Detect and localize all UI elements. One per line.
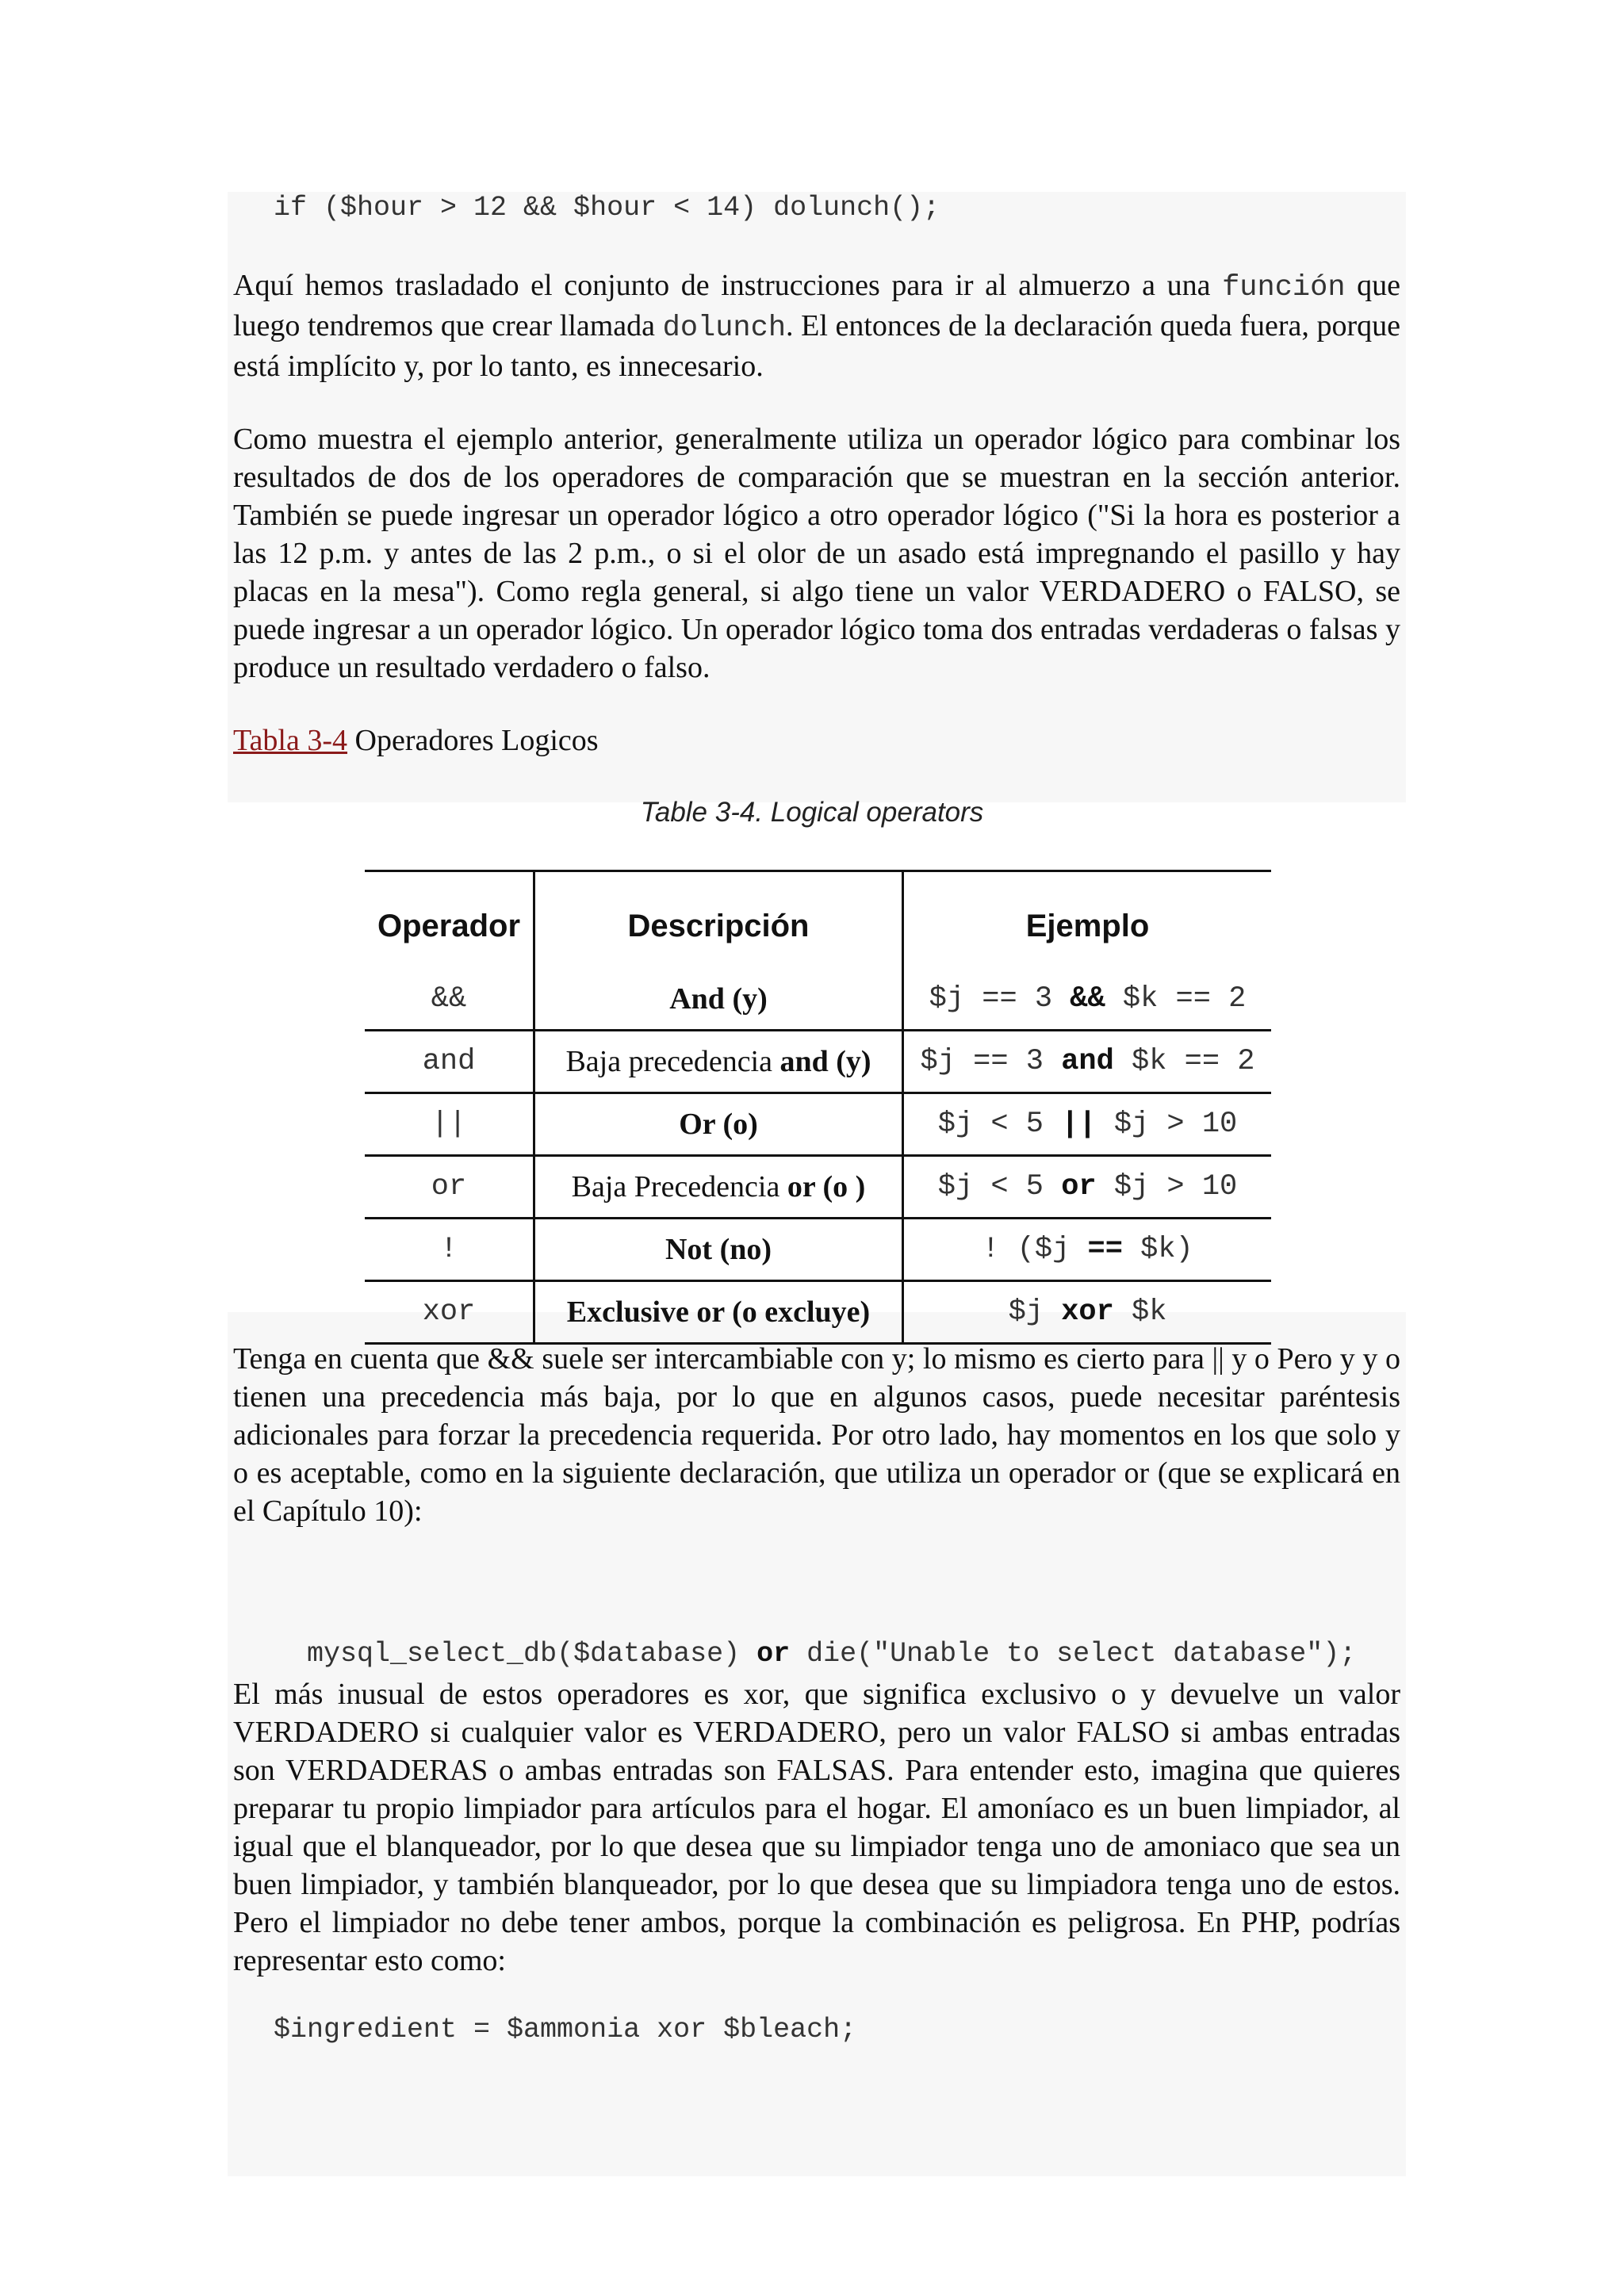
description-plain: Baja precedencia: [565, 1045, 780, 1078]
example-operator: &&: [1070, 982, 1105, 1016]
example-right: $k == 2: [1113, 1045, 1255, 1078]
table-row: [365, 1156, 1271, 1219]
table-row: [365, 1093, 1271, 1156]
example-operator: and: [1061, 1045, 1114, 1078]
paragraph-xor-explanation: El más inusual de estos operadores es xor, que significa exclusivo o y devuelve un valor VERDADERO si cualquier valor es VERDADERO, pero un valor FALSO si ambas entradas son VERDADERAS o ambas entradas son FALSAS. Para entender esto, imagina que quieres preparar tu propio limpiador para artículos para el hogar. El amoníaco es un buen limpiador, al igual que el blanqueador, por lo que desea que su limpiador tenga uno de amoniaco que sea un buen limpiador, y también blanqueador, por lo que desea que su limpiadora tenga uno de estos. Pero el limpiador no debe tener ambos, porque la combinación es peligrosa. En PHP, podrías representar esto como:: [233, 1678, 1400, 1977]
description-bold: Exclusive or (o excluye): [566, 1295, 871, 1329]
example-right: $k): [1122, 1233, 1193, 1266]
para1-code-dolunch: dolunch: [662, 312, 787, 345]
header-ejemplo: Ejemplo: [1025, 908, 1150, 943]
description-cell: [534, 1156, 903, 1219]
example-cell: [903, 1031, 1272, 1093]
table-caption: Table 3-4. Logical operators: [640, 797, 984, 828]
paragraph-logical-operators-intro: Como muestra el ejemplo anterior, generalmente utiliza un operador lógico para combinar los resultados de dos de los operadores de comparación que se muestran en la sección anterior. También se puede ingresar un operador lógico a otro operador lógico ("Si la hora es posterior a las 12 p.m. y antes de las 2 p.m., o si el olor de un asado está impregnando el pasillo y hay placas en la mesa"). Como regla general, si algo tiene un valor VERDADERO o FALSO, se puede ingresar a un operador lógico. Un operador lógico toma dos entradas verdaderas o falsas y produce un resultado verdadero o falso.: [233, 423, 1400, 684]
operator-cell: and: [365, 1031, 534, 1093]
description-cell: [534, 1031, 903, 1093]
description-cell: [534, 1281, 903, 1344]
example-operator: xor: [1061, 1295, 1114, 1329]
header-operador: Operador: [365, 871, 534, 970]
paragraph-precedence-note: Tenga en cuenta que && suele ser intercambiable con y; lo mismo es cierto para || y o Pero y y o tienen una precedencia más baja, por lo que en algunos casos, puede necesitar paréntesis adicionales para forzar la precedencia requerida. Por otro lado, hay momentos en los que solo y o es aceptable, como en la siguiente declaración, que utiliza un operador or (que se explicará en el Capítulo 10):: [233, 1342, 1400, 1528]
description-bold: and (y): [779, 1045, 871, 1078]
example-right: $j > 10: [1096, 1108, 1238, 1141]
example-cell: [903, 1156, 1272, 1219]
operator-cell: ||: [365, 1093, 534, 1156]
description-plain: Baja Precedencia: [571, 1170, 787, 1203]
example-left: $j < 5: [937, 1108, 1062, 1141]
table-row: [365, 1219, 1271, 1281]
example-right: $j > 10: [1096, 1170, 1238, 1203]
description-cell: [534, 969, 903, 1031]
example-cell: [903, 1219, 1272, 1281]
table-row: [365, 969, 1271, 1031]
table-row: [365, 1031, 1271, 1093]
header-descripcion: Descripción: [534, 871, 903, 970]
example-left: $j < 5: [937, 1170, 1062, 1203]
operator-cell: or: [365, 1156, 534, 1219]
code-line-mysql-select: [274, 1601, 1356, 1671]
operator-cell: xor: [365, 1281, 534, 1344]
example-cell: [903, 1281, 1272, 1344]
example-operator: ||: [1061, 1108, 1097, 1141]
example-cell: [903, 969, 1272, 1031]
operator-cell: &&: [365, 969, 534, 1031]
example-right: $k: [1113, 1295, 1167, 1329]
para1-text-2: que luego tendremos que crear llamada: [233, 269, 1400, 342]
code-line-ingredient: $ingredient = $ammonia xor $bleach;: [274, 2014, 857, 2045]
example-operator: ==: [1087, 1233, 1123, 1266]
description-bold: or (o ): [787, 1170, 866, 1203]
description-cell: [534, 1093, 903, 1156]
example-left: $j == 3: [920, 1045, 1062, 1078]
logical-operators-table: [365, 870, 1271, 1345]
description-bold: Not (no): [665, 1233, 772, 1266]
table-header-row: [365, 871, 1271, 970]
description-cell: [534, 1219, 903, 1281]
table-reference-text: Operadores Logicos: [347, 724, 599, 757]
paragraph-function-explanation: [233, 266, 1400, 385]
example-left: $j == 3: [929, 982, 1071, 1016]
table-row: [365, 1281, 1271, 1344]
table-link[interactable]: Tabla 3-4: [233, 724, 348, 757]
example-right: $k == 2: [1105, 982, 1247, 1016]
example-left: $j: [1008, 1295, 1062, 1329]
code-line-if-hour: if ($hour > 12 && $hour < 14) dolunch();: [274, 192, 940, 224]
table-reference: [233, 721, 599, 760]
description-bold: And (y): [669, 982, 768, 1016]
description-bold: Or (o): [679, 1108, 758, 1141]
example-operator: or: [1061, 1170, 1097, 1203]
code-mysql-end: die("Unable to select database");: [790, 1638, 1357, 1670]
example-left: ! ($j: [982, 1233, 1088, 1266]
para1-text-3: . El entonces de la declaración queda fuera, porque está implícito y, por lo tanto, es innecesario.: [233, 309, 1400, 383]
example-cell: [903, 1093, 1272, 1156]
para1-text-1: Aquí hemos trasladado el conjunto de instrucciones para ir al almuerzo a una: [233, 269, 1223, 302]
code-mysql-start: mysql_select_db($database): [307, 1638, 757, 1670]
operator-cell: !: [365, 1219, 534, 1281]
para1-code-funcion: función: [1222, 271, 1346, 304]
code-mysql-or: or: [756, 1638, 791, 1670]
